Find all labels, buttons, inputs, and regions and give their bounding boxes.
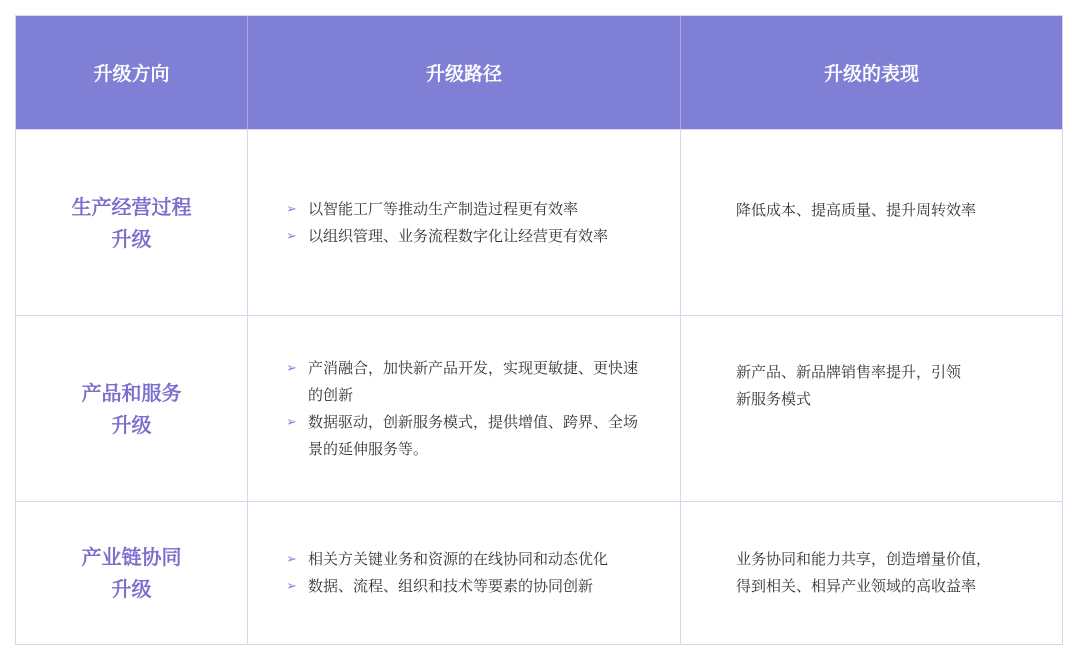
row1-direction-line1: 生产经营过程 <box>71 194 192 219</box>
row1-effect <box>681 129 1062 315</box>
list-item <box>286 409 650 463</box>
row2-direction-line2: 升级 <box>111 412 152 437</box>
list-item <box>286 546 650 573</box>
row3-effect-line1: 业务协同和能力共享，创造增量价值， <box>736 550 992 568</box>
row3-direction-line1: 产业链协同 <box>81 545 182 569</box>
arrowhead-icon: ➢ <box>286 228 297 244</box>
row1-path-2: 以组织管理、业务流程数字化让经营更有效率 <box>308 226 609 245</box>
row1-direction <box>16 129 248 315</box>
header-path: 升级路径 <box>248 16 681 129</box>
row2-effect-line1: 新产品、新品牌销售率提升，引领 <box>736 363 962 381</box>
row3-paths <box>248 501 681 644</box>
arrowhead-icon: ➢ <box>286 579 297 594</box>
upgrade-table <box>15 15 1063 645</box>
row3-path-1: 相关方关键业务和资源的在线协同和动态优化 <box>308 550 609 568</box>
arrowhead-icon: ➢ <box>286 360 297 376</box>
row1-effect-line1: 降低成本、提高质量、提升周转效率 <box>736 201 977 219</box>
row3-path-2: 数据、流程、组织和技术等要素的协同创新 <box>308 577 594 595</box>
list-item <box>286 355 650 409</box>
row2-direction <box>16 315 248 501</box>
arrowhead-icon: ➢ <box>286 414 297 430</box>
list-item <box>286 573 650 600</box>
row2-path-1: 产消融合，加快新产品开发，实现更敏捷、更快速的创新 <box>308 358 639 404</box>
row3-effect-line2: 得到相关、相异产业领域的高收益率 <box>736 577 977 595</box>
row3-effect <box>681 501 1062 644</box>
header-effect: 升级的表现 <box>681 16 1062 129</box>
row3-direction-line2: 升级 <box>111 577 152 601</box>
arrowhead-icon: ➢ <box>286 201 297 217</box>
row2-effect <box>681 315 1062 501</box>
row1-paths <box>248 129 681 315</box>
row1-direction-line2: 升级 <box>111 226 152 251</box>
list-item <box>286 223 650 250</box>
row2-path-2: 数据驱动，创新服务模式，提供增值、跨界、全场景的延伸服务等。 <box>308 412 639 458</box>
arrowhead-icon: ➢ <box>286 552 297 567</box>
row2-effect-line2: 新服务模式 <box>736 390 812 408</box>
row2-direction-line1: 产品和服务 <box>81 380 182 405</box>
row1-path-1: 以智能工厂等推动生产制造过程更有效率 <box>308 199 579 218</box>
list-item <box>286 196 650 223</box>
header-direction: 升级方向 <box>16 16 248 129</box>
row3-direction <box>16 501 248 644</box>
row2-paths <box>248 315 681 501</box>
